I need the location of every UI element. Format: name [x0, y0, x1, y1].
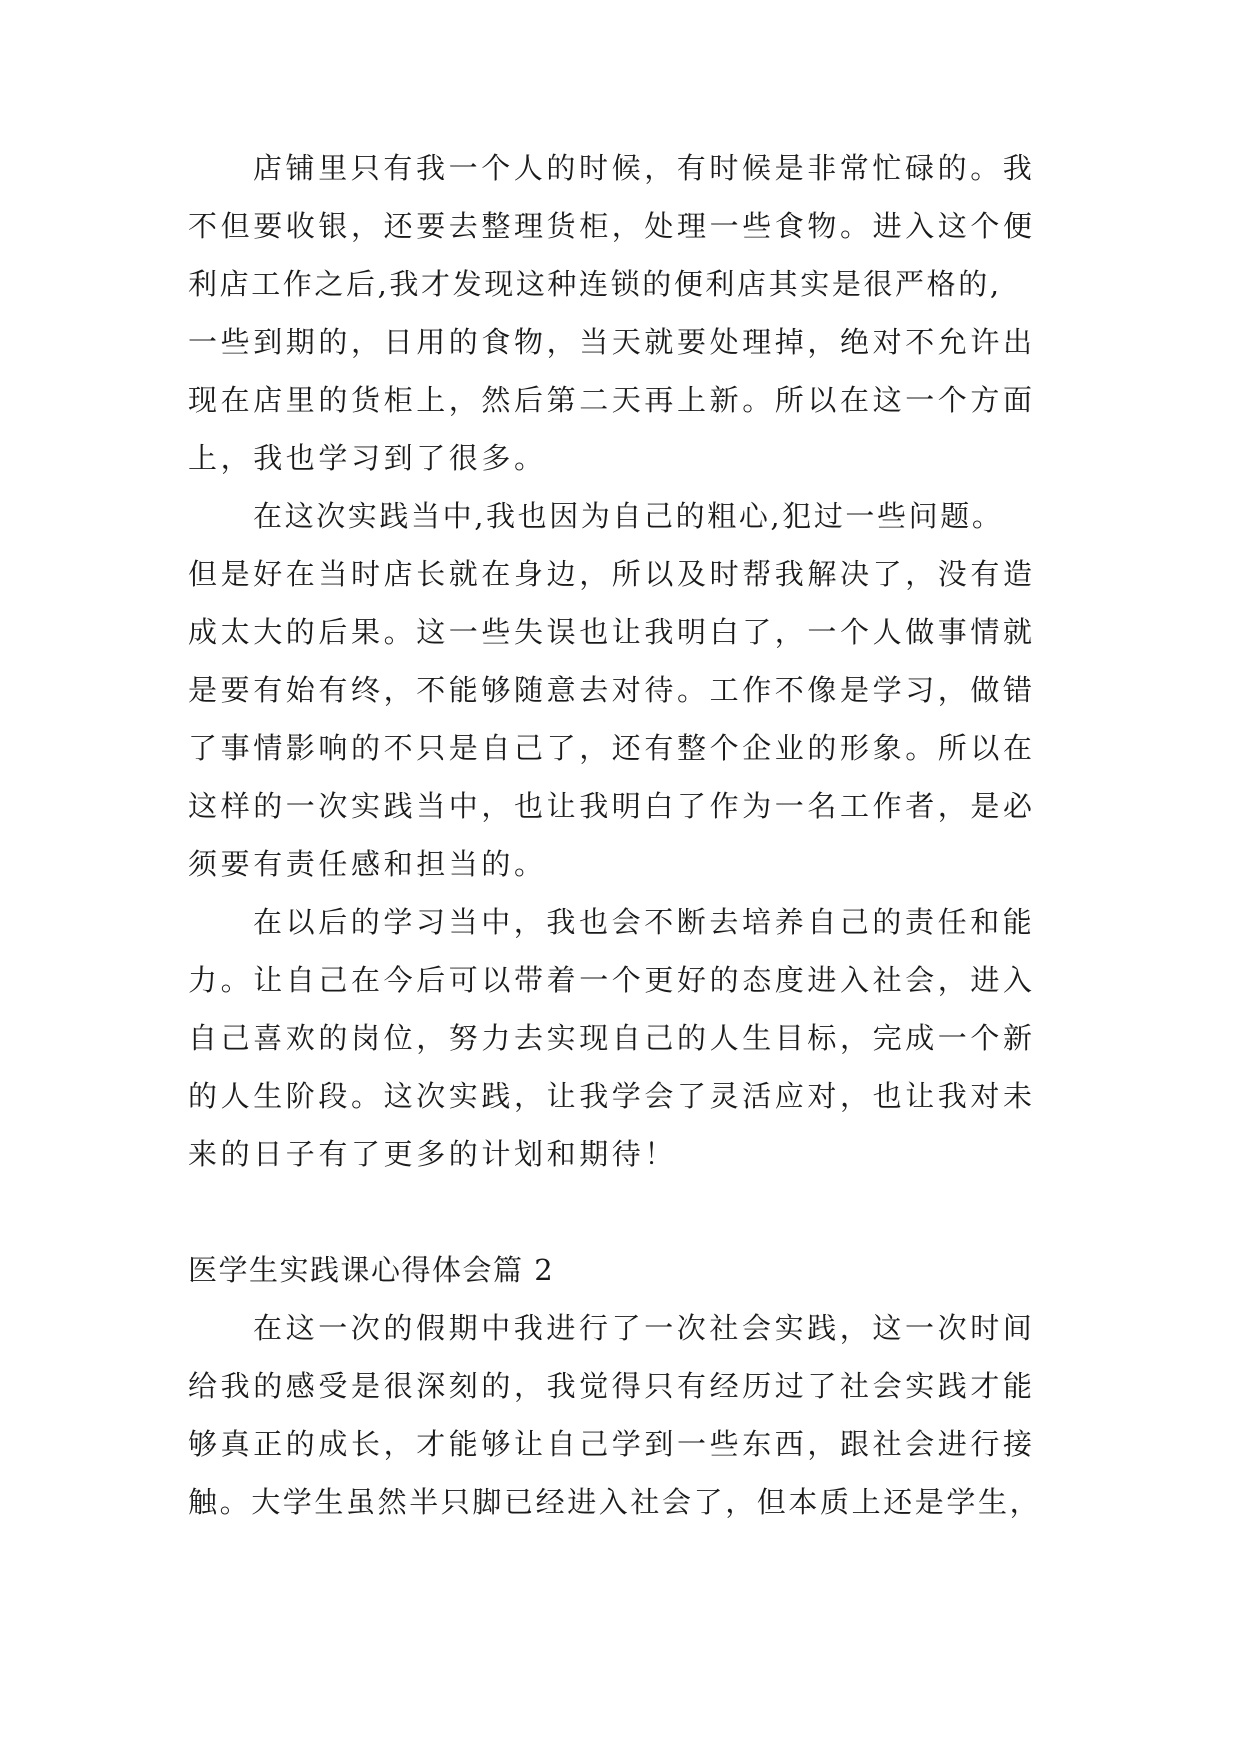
- paragraph-1-line-2: 不但要收银，还要去整理货柜，处理一些食物。进入这个便: [188, 209, 1036, 243]
- paragraph-1-line-4: 一些到期的，日用的食物，当天就要处理掉，绝对不允许出: [188, 325, 1036, 359]
- paragraph-3-line-3: 自己喜欢的岗位，努力去实现自己的人生目标，完成一个新: [188, 1021, 1036, 1055]
- paragraph-1-line-6: 上，我也学习到了很多。: [188, 441, 547, 475]
- paragraph-3-line-5: 来的日子有了更多的计划和期待！: [188, 1137, 678, 1171]
- paragraph-4-line-4: 触。大学生虽然半只脚已经进入社会了，但本质上还是学生，: [188, 1485, 1042, 1519]
- paragraph-1-line-3: 利店工作之后,我才发现这种连锁的便利店其实是很严格的,: [188, 267, 1002, 301]
- paragraph-2-line-1: 在这次实践当中,我也因为自己的粗心,犯过一些问题。: [253, 499, 1004, 533]
- section-heading: 医学生实践课心得体会篇 2: [188, 1253, 555, 1287]
- paragraph-3-line-1: 在以后的学习当中，我也会不断去培养自己的责任和能: [253, 905, 1036, 939]
- paragraph-3-line-4: 的人生阶段。这次实践，让我学会了灵活应对，也让我对未: [188, 1079, 1036, 1113]
- paragraph-4-line-1: 在这一次的假期中我进行了一次社会实践，这一次时间: [253, 1311, 1036, 1345]
- paragraph-2-line-2: 但是好在当时店长就在身边，所以及时帮我解决了，没有造: [188, 557, 1036, 591]
- paragraph-2-line-4: 是要有始有终，不能够随意去对待。工作不像是学习，做错: [188, 673, 1036, 707]
- paragraph-4-line-3: 够真正的成长，才能够让自己学到一些东西，跟社会进行接: [188, 1427, 1036, 1461]
- paragraph-2-line-7: 须要有责任感和担当的。: [188, 847, 547, 881]
- paragraph-1-line-5: 现在店里的货柜上，然后第二天再上新。所以在这一个方面: [188, 383, 1036, 417]
- paragraph-4-line-2: 给我的感受是很深刻的，我觉得只有经历过了社会实践才能: [188, 1369, 1036, 1403]
- paragraph-2-line-5: 了事情影响的不只是自己了，还有整个企业的形象。所以在: [188, 731, 1036, 765]
- paragraph-2-line-3: 成太大的后果。这一些失误也让我明白了，一个人做事情就: [188, 615, 1036, 649]
- paragraph-2-line-6: 这样的一次实践当中，也让我明白了作为一名工作者，是必: [188, 789, 1036, 823]
- paragraph-1-line-1: 店铺里只有我一个人的时候，有时候是非常忙碌的。我: [253, 151, 1036, 185]
- paragraph-3-line-2: 力。让自己在今后可以带着一个更好的态度进入社会，进入: [188, 963, 1036, 997]
